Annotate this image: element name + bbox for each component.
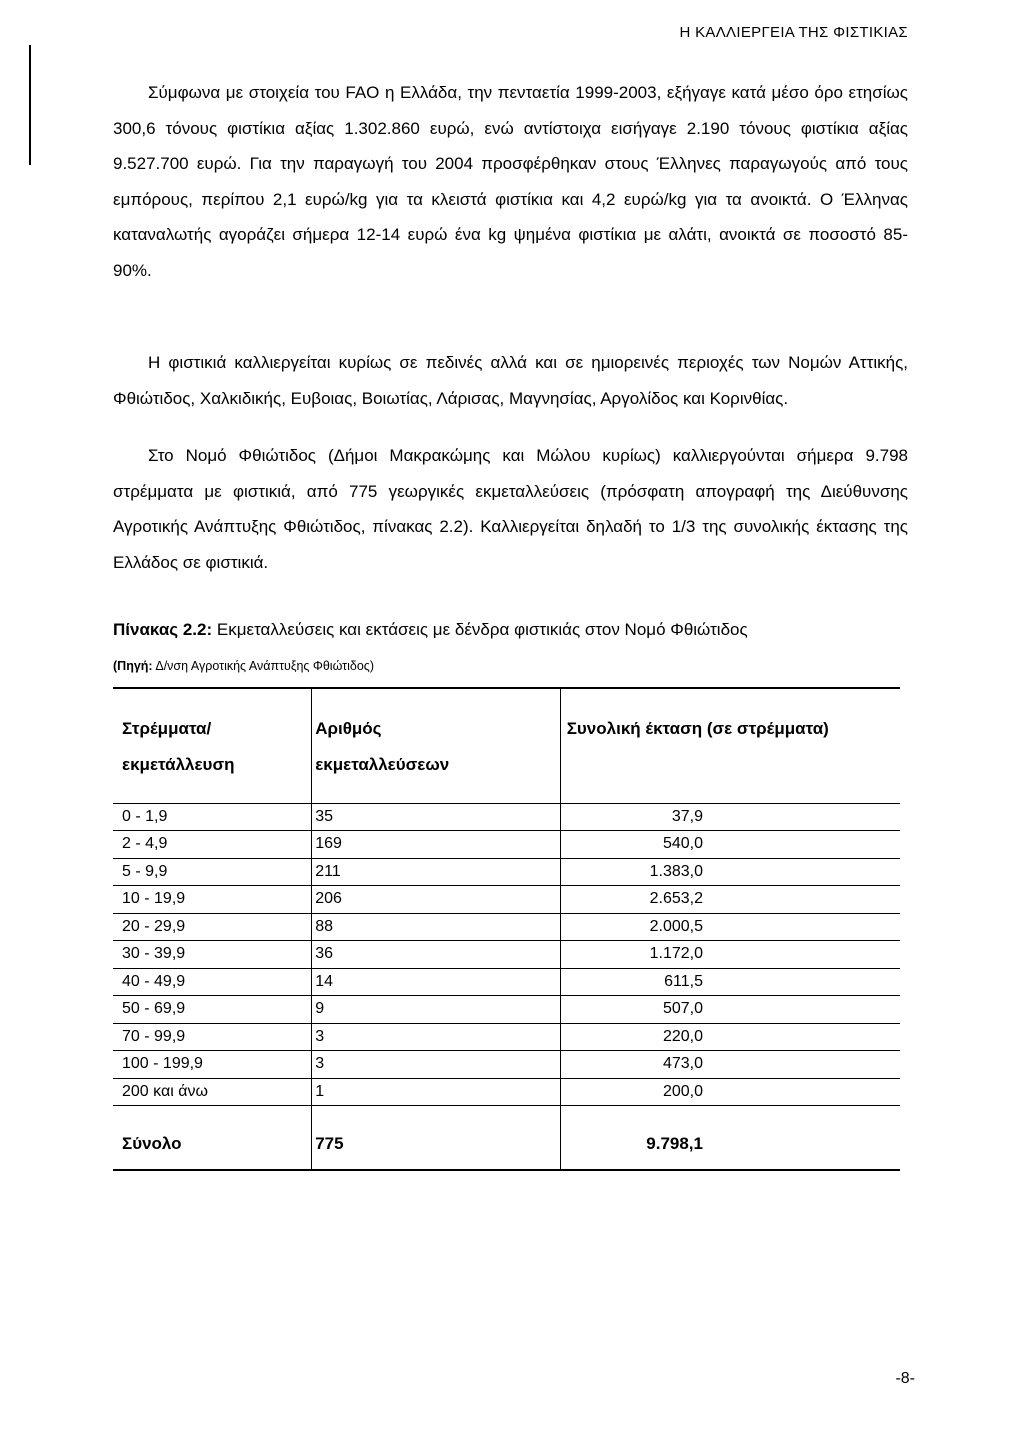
table-row: 2 - 4,9 169 540,0: [113, 831, 900, 859]
header-holdings-count: Αριθμός εκμεταλλεύσεων: [312, 688, 561, 803]
table-total-row: [113, 1120, 900, 1170]
table-caption: [113, 620, 748, 640]
table-row: 5 - 9,9 211 1.383,0: [113, 858, 900, 886]
table-row: 20 - 29,9 88 2.000,5: [113, 913, 900, 941]
table-source: [113, 659, 374, 673]
paragraph-text: Στο Νομό Φθιώτιδος (Δήμοι Μακρακώμης και Μώλου κυρίως) καλλιεργούνται σήμερα 9.798 στρέμματα με φιστικιά, από 775 γεωργικές εκμεταλλεύσεις (πρόσφατη απογραφή της Διεύθυνσης Αγροτικής Ανάπτυξης Φθιώτιδος, πίνακας 2.2). Καλλιεργείται δηλαδή το 1/3 της συνολικής έκτασης της Ελλάδος σε φιστικιά.: [113, 446, 908, 572]
table-source-text: Δ/νση Αγροτικής Ανάπτυξης Φθιώτιδος): [152, 659, 374, 673]
table-row: 40 - 49,9 14 611,5: [113, 968, 900, 996]
table-row: 200 και άνω 1 200,0: [113, 1078, 900, 1106]
paragraph-text: Σύμφωνα με στοιχεία του FAO η Ελλάδα, την πενταετία 1999-2003, εξήγαγε κατά μέσο όρο ετησίως 300,6 τόνους φιστίκια αξίας 1.302.860 ευρώ, ενώ αντίστοιχα εισήγαγε 2.190 τόνους φιστίκια αξίας 9.527.700 ευρώ. Για την παραγωγή του 2004 προσφέρθηκαν στους Έλληνες παραγωγούς από τους εμπόρους, περίπου 2,1 ευρώ/kg για τα κλειστά φιστίκια και 4,2 ευρώ/kg για τα ανοικτά. Ο Έλληνας καταναλωτής αγοράζει σήμερα 12-14 ευρώ ένα kg ψημένα φιστίκια με αλάτι, ανοικτά σε ποσοστό 85-90%.: [113, 83, 908, 280]
table-header-row: [113, 688, 900, 803]
running-header: Η ΚΑΛΛΙΕΡΓΕΙΑ ΤΗΣ ΦΙΣΤΙΚΙΑΣ: [679, 24, 908, 41]
table-row: 50 - 69,9 9 507,0: [113, 996, 900, 1024]
table-caption-text: Εκμεταλλεύσεις και εκτάσεις με δένδρα φιστικιάς στον Νομό Φθιώτιδος: [212, 620, 748, 639]
table-spacer-row: [113, 1106, 900, 1120]
table-row: 100 - 199,9 3 473,0: [113, 1051, 900, 1079]
table-row: 70 - 99,9 3 220,0: [113, 1023, 900, 1051]
paragraph-cultivation-areas: [113, 345, 908, 416]
table-source-label: (Πηγή:: [113, 659, 153, 673]
paragraph-text: Η φιστικιά καλλιεργείται κυρίως σε πεδινές αλλά και σε ημιορεινές περιοχές των Νομών Αττικής, Φθιώτιδος, Χαλκιδικής, Ευβοιας, Βοιωτίας, Λάρισας, Μαγνησίας, Αργολίδος και Κορινθίας.: [113, 353, 908, 408]
table-caption-label: Πίνακας 2.2:: [113, 620, 213, 639]
paragraph-fao-trade: [113, 75, 908, 288]
holdings-table: [113, 687, 900, 1171]
total-area: 9.798,1: [646, 1134, 703, 1153]
header-area-per-holding: Στρέμματα/ εκμετάλλευση: [113, 688, 312, 803]
table-row: 30 - 39,9 36 1.172,0: [113, 941, 900, 969]
total-count: 775: [312, 1120, 561, 1170]
page-number: -8-: [895, 1370, 915, 1387]
table-row: 0 - 1,9 35 37,9: [113, 803, 900, 831]
header-total-area: Συνολική έκταση (σε στρέμματα): [566, 719, 829, 738]
table-row: 10 - 19,9 206 2.653,2: [113, 886, 900, 914]
total-label: Σύνολο: [113, 1120, 312, 1170]
paragraph-fthiotida: [113, 438, 908, 580]
margin-rule: [29, 45, 31, 165]
